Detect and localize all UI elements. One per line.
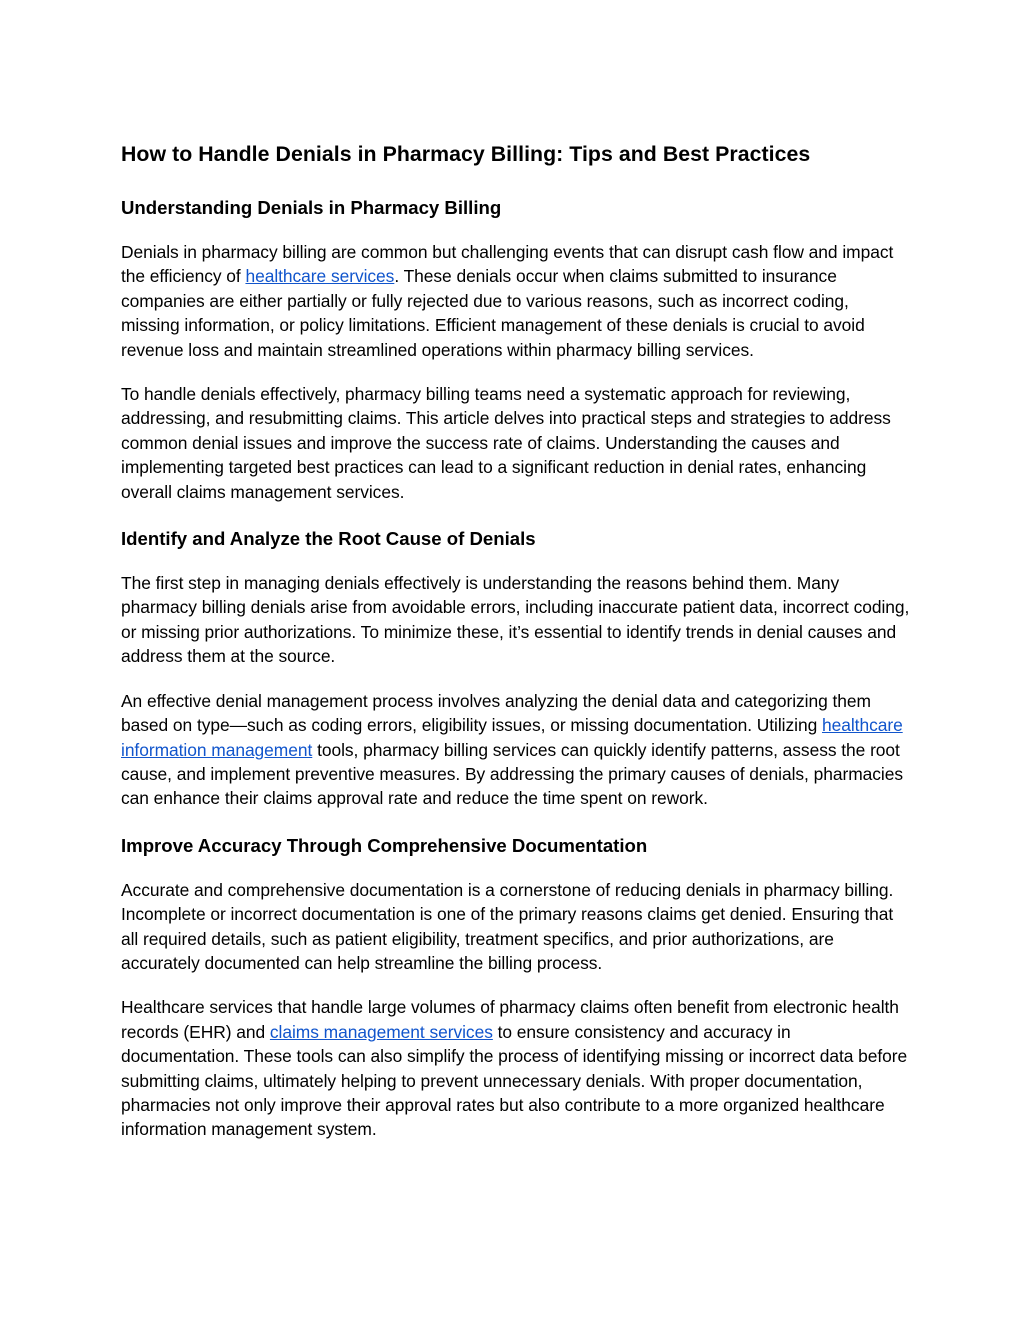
section-heading: Improve Accuracy Through Comprehensive Documentation	[121, 834, 648, 856]
paragraph	[121, 240, 911, 362]
paragraph	[121, 995, 911, 1141]
paragraph: The first step in managing denials effectively is understanding the reasons behind them. Many pharmacy billing denials arise from avoidable errors, including inaccurate patient data, incorrect coding, or missing prior authorizations. To minimize these, it’s essential to identify trends in denial causes and address them at the source.	[121, 573, 910, 667]
paragraph	[121, 689, 911, 811]
document-page	[121, 140, 911, 1162]
section-documentation	[121, 833, 911, 1142]
section-heading: Understanding Denials in Pharmacy Billing	[121, 197, 502, 218]
paragraph-text: to ensure consistency and accuracy in documentation. These tools can also simplify the process of identifying missing or incorrect data before submitting claims, ultimately helping to prevent unnecessary denials. With proper documentation, pharmacies not only improve their approval rates but also contribute to a more organized healthcare information management system.	[121, 1021, 908, 1140]
paragraph: To handle denials effectively, pharmacy billing teams need a systematic approach for reviewing, addressing, and resubmitting claims. This article delves into practical steps and strategies to address common denial issues and improve the success rate of claims. Understanding the causes and implementing targeted best practices can lead to a significant reduction in denial rates, enhancing overall claims management services.	[121, 384, 891, 502]
healthcare-information-management-link[interactable]: healthcare information management	[121, 715, 903, 760]
document-title: How to Handle Denials in Pharmacy Billing: Tips and Best Practices	[121, 142, 811, 166]
paragraph-text: . These denials occur when claims submitted to insurance companies are either partially or fully rejected due to various reasons, such as incorrect coding, missing information, or policy limitations. Efficient management of these denials is crucial to avoid revenue loss and maintain streamlined operations within pharmacy billing services.	[121, 266, 865, 360]
paragraph-text: tools, pharmacy billing services can quickly identify patterns, assess the root cause, and implement preventive measures. By addressing the primary causes of denials, pharmacies can enhance their claims approval rate and reduce the time spent on rework.	[121, 739, 903, 809]
section-heading: Identify and Analyze the Root Cause of Denials	[121, 528, 536, 550]
paragraph-text: Healthcare services that handle large volumes of pharmacy claims often benefit from electronic health records (EHR) and	[121, 997, 899, 1042]
section-understanding-denials	[121, 195, 911, 504]
paragraph: Accurate and comprehensive documentation is a cornerstone of reducing denials in pharmacy billing. Incomplete or incorrect documentation is one of the primary reasons claims get denied. Ensuring that all required details, such as patient eligibility, treatment specifics, and prior authorizations, are accurately documented can help streamline the billing process.	[121, 879, 894, 973]
healthcare-services-link[interactable]: healthcare services	[245, 266, 395, 287]
section-root-cause	[121, 526, 911, 811]
claims-management-services-link[interactable]: claims management services	[269, 1021, 493, 1042]
paragraph-text: Denials in pharmacy billing are common but challenging events that can disrupt cash flow and impact the efficiency of	[121, 242, 894, 287]
paragraph-text: An effective denial management process involves analyzing the denial data and categorizing them based on type—such as coding errors, eligibility issues, or missing documentation. Utilizing	[121, 690, 871, 736]
